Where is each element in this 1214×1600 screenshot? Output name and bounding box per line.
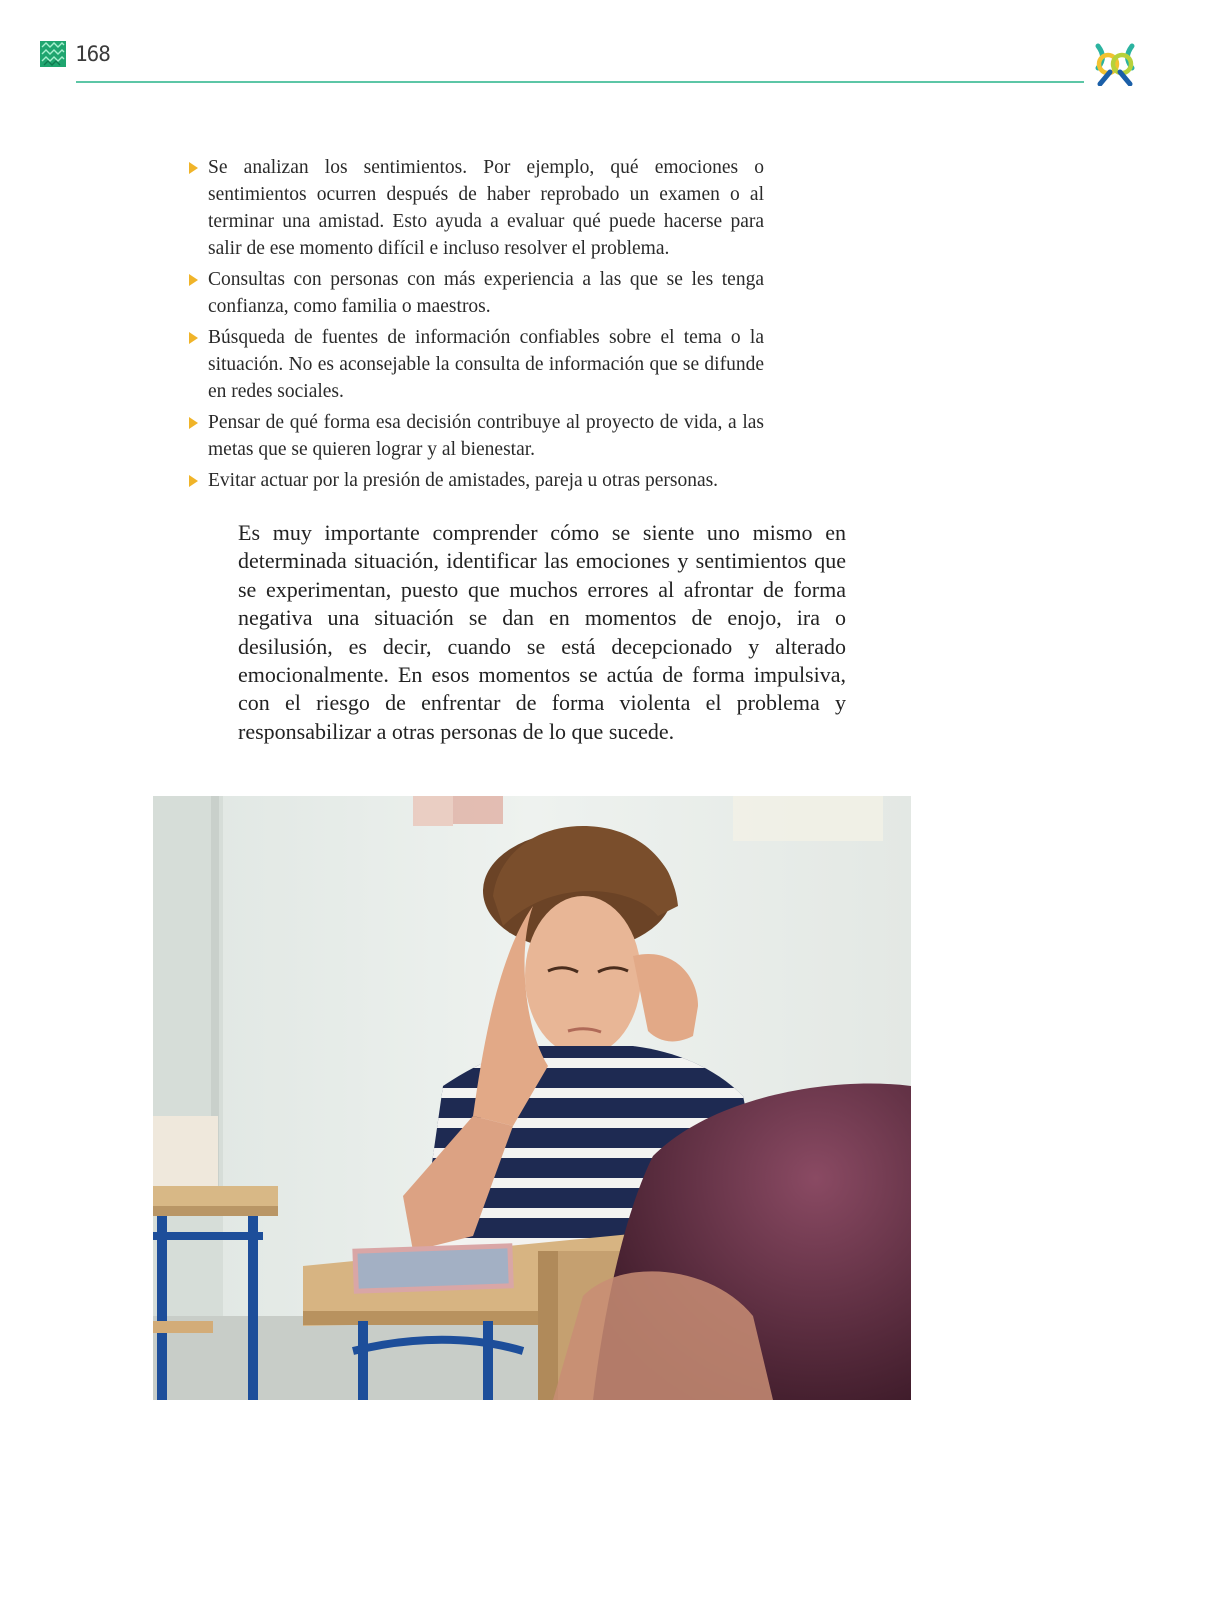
list-item-text: Se analizan los sentimientos. Por ejemplo, qué emociones o sentimientos ocurren después de haber reprobado un examen o al terminar una amistad. Esto ayuda a evaluar qué puede hacerse para salir de ese momento difícil e incluso resolver el problema. <box>208 157 764 259</box>
bullet-list <box>188 154 764 498</box>
header-rule <box>76 81 1084 83</box>
stressed-student-at-desk-photo <box>153 796 911 1400</box>
list-item <box>188 266 764 320</box>
triangle-bullet-icon <box>189 332 198 344</box>
list-item-text: Consultas con personas con más experiencia a las que se les tenga confianza, como familia o maestros. <box>208 269 764 317</box>
body-paragraph: Es muy importante comprender cómo se siente uno mismo en determinada situación, identificar las emociones y sentimientos que se experimentan, puesto que muchos errores al afrontar de forma negativa una situación se dan en momentos de enojo, ira o desilusión, es decir, cuando se está decepcionado y alterado emocionalmente. En esos momentos se actúa de forma impulsiva, con el riesgo de enfrentar de forma violenta el problema y responsabilizar a otras personas de lo que sucede. <box>238 520 846 744</box>
list-item-text: Búsqueda de fuentes de información confiables sobre el tema o la situación. No es aconsejable la consulta de información que se difunde en redes sociales. <box>208 327 764 402</box>
triangle-bullet-icon <box>189 162 198 174</box>
list-item-text: Evitar actuar por la presión de amistades, pareja u otras personas. <box>208 470 719 491</box>
list-item <box>188 154 764 262</box>
green-pattern-square-icon <box>40 41 66 67</box>
triangle-bullet-icon <box>189 475 198 487</box>
triangle-bullet-icon <box>189 274 198 286</box>
interlocking-rings-logo-icon <box>1092 40 1138 86</box>
list-item <box>188 324 764 405</box>
list-item <box>188 409 764 463</box>
page-number: 168 <box>75 42 110 66</box>
triangle-bullet-icon <box>189 417 198 429</box>
list-item-text: Pensar de qué forma esa decisión contribuye al proyecto de vida, a las metas que se quieren lograr y al bienestar. <box>208 412 764 460</box>
list-item <box>188 467 764 494</box>
